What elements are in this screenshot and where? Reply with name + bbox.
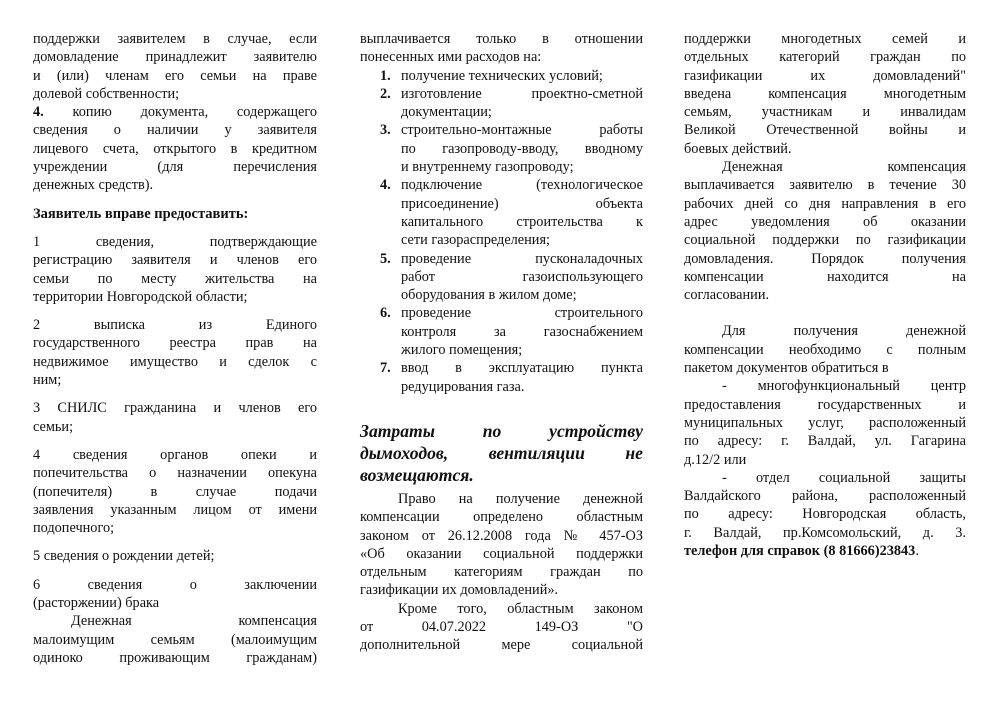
text-line: по газопроводу-вводу, вводному [401,140,643,157]
column-left [33,30,317,667]
text-line: ним; [33,372,62,389]
text-line: жилого помещения; [401,342,523,359]
text-line: попечительства о назначении опекуна [33,465,317,482]
text-line: редуцирования газа. [401,378,525,395]
text-line: адрес уведомления об оказании [684,213,966,230]
text-line: рабочих дней со дня направления в его [684,195,966,212]
text-line: семьям, участникам и инвалидам [684,104,966,121]
law2-continuation [684,30,966,158]
text-line: государственного реестра прав на [33,335,317,352]
text-line: работ газоиспользующего [401,268,643,285]
text-line: г. Валдай, пр.Комсомольский, д. 3. [684,524,966,541]
text-line: капитального строительства к [401,213,643,230]
column-middle [360,30,643,655]
item-number: 7. [380,360,391,377]
text-line: выплачивается заявителю в течение 30 [684,177,966,194]
optional-item-1 [33,233,317,306]
text-line: контроля за газоснабжением [401,323,643,340]
text-line: сведения о наличии у заявителя [33,122,317,139]
law2-paragraph [360,600,643,655]
required-item-4 [33,103,317,194]
text-line: компенсации определено областным [360,509,643,526]
text-line: сети газораспределения; [401,232,551,249]
item-number: 2. [380,85,391,102]
text-line: 6 сведения о заключении [33,576,317,593]
text-line: территории Новгородской области; [33,288,248,305]
text-line: понесенных ими расходов на: [360,49,542,66]
text-line: введена компенсация многодетным [684,85,966,102]
text-line: изготовление проектно-сметной [401,85,643,102]
text-line: проведение строительного [401,305,643,322]
text-line: домовладения. Порядок получения [684,250,966,267]
text-line: получение технических условий; [401,67,603,84]
text-line: долевой собственности; [33,85,180,102]
intro-paragraph [33,30,317,103]
text-line: поддержки заявителем в случае, если [33,31,317,47]
text-line: подключение (технологическое [401,177,643,194]
column-right [684,30,966,560]
text-line: муниципальных услуг, расположенный [684,414,966,431]
item-number: 3. [380,122,391,139]
text-line: денежных средств). [33,177,154,194]
text-line: выплачивается только в отношении [360,31,643,47]
text-line: дымоходов, вентиляции не [360,442,643,463]
mfc-paragraph [684,377,966,468]
text-line: газификации их домовладений». [360,582,559,599]
phone-line [684,542,966,560]
text-line: предоставления государственных и [684,396,966,413]
text-line: от 04.07.2022 149-ОЗ "О [360,619,643,636]
social-dept-paragraph [684,469,966,560]
item-number: 4. [380,177,391,194]
text-line: возмещаются. [360,464,474,485]
text-line: Валдайского района, расположенный [684,488,966,505]
text-line: боевых действий. [684,140,792,157]
text-line: д.12/2 или [684,451,747,468]
text-line: Денежная компенсация [71,613,317,630]
not-reimbursed-notice [360,420,643,486]
text-line: 5 сведения о рождении детей; [33,548,215,565]
text-line: законом от 26.12.2008 года № 457-ОЗ [360,527,643,544]
text-line: отдельным категориям граждан по [360,564,643,581]
documents-paragraph [684,322,966,377]
text-line: 4. копию документа, содержащего [33,104,317,121]
item-number: 6. [380,305,391,322]
text-line: семьи по месту жительства на [33,270,317,287]
text-line: поддержки многодетных семей и [684,31,966,47]
item-number: 4. [33,104,44,121]
text-line: проведение пусконаладочных [401,250,643,267]
text-line: регистрацию заявителя и членов его [33,252,317,269]
optional-item-3 [33,399,317,436]
expenses-list [360,67,643,396]
text-line: недвижимое имущество и сделок с [33,353,317,370]
text-line: (попечителя) в случае подачи [33,483,317,500]
text-line: документации; [401,104,492,121]
list-item [360,85,643,122]
list-item [360,359,643,396]
compensation-paragraph [33,612,317,667]
text-line: «Об оказании социальной поддержки [360,545,643,562]
text-line: присоединение) объекта [401,195,643,212]
text-line: строительно-монтажные работы [401,122,643,139]
text-line: компенсации необходимо с полным [684,341,966,358]
text-line: социальной поддержки по газификации [684,232,966,249]
list-item [360,67,643,85]
text-line: Великой Отечественной войны и [684,122,966,139]
text-line: малоимущим семьям (малоимущим [33,631,317,648]
optional-item-5 [33,547,317,565]
law-paragraph [360,490,643,600]
list-item [360,250,643,305]
text-line: по адресу: Новгородская область, [684,506,966,523]
text-line: подопечного; [33,520,115,537]
text-line: учреждении (для перечисления [33,159,317,176]
text-line: 2 выписка из Единого [33,317,317,334]
text-line: ввод в эксплуатацию пункта [401,360,643,377]
text-line: Денежная компенсация [722,159,966,176]
text-line: отдельных категорий граждан по [684,49,966,66]
item-number: 5. [380,250,391,267]
text-line: оборудования в жилом доме; [401,287,577,304]
optional-item-2 [33,316,317,389]
text-line: домовладение принадлежит заявителю [33,49,317,66]
text-line: Для получения денежной [722,323,966,340]
payment-paragraph [684,158,966,304]
text-line: заявления указанным лицом от имени [33,501,317,518]
optional-documents-heading: Заявитель вправе предоставить: [33,205,249,222]
text-line: согласовании. [684,287,770,304]
text-line: - многофункциональный центр [722,378,966,395]
expenses-intro [360,30,643,67]
text-line: 3 СНИЛС гражданина и членов его [33,400,317,417]
list-item [360,121,643,176]
text-line: (расторжении) брака [33,595,160,612]
optional-item-6 [33,576,317,613]
text-line: и (или) членам его семьи на праве [33,67,317,84]
text-line: 4 сведения органов опеки и [33,446,317,463]
text-line: Затраты по устройству [360,420,643,441]
phone-number: телефон для справок (8 81666)23843 [684,543,916,560]
text-line: газификации их домовладений" [684,67,966,84]
optional-item-4 [33,446,317,537]
text-line: одиноко проживающим гражданам) [33,649,317,666]
text-line: по адресу: г. Валдай, ул. Гагарина [684,433,966,450]
text-line: - отдел социальной защиты [722,469,966,486]
text-line: дополнительной мере социальной [360,637,643,654]
text-line: Кроме того, областным законом [398,600,643,617]
item-number: 1. [380,67,391,84]
phone-end: . [915,543,919,560]
text-line: и внутреннему газопроводу; [401,159,574,176]
text-line: пакетом документов обратиться в [684,360,889,377]
list-item [360,304,643,359]
text-line: семьи; [33,418,74,435]
text-line: 1 сведения, подтверждающие [33,233,317,250]
list-item [360,176,643,249]
text-line: лицевого счета, открытого в кредитном [33,140,317,157]
text-line: Право на получение денежной [398,490,643,507]
text-line: компенсации находится на [684,268,966,285]
